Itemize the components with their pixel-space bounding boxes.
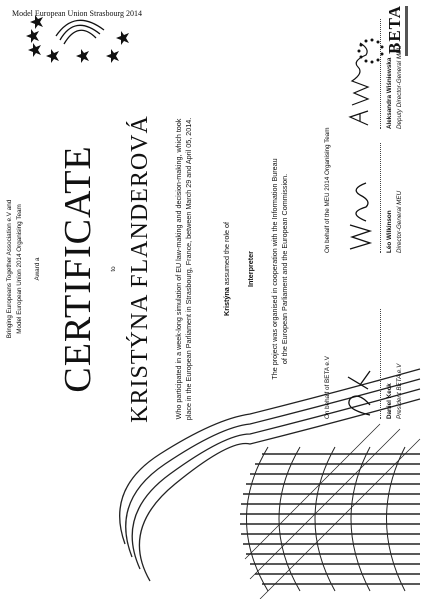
cooperation-line-2: of the European Parliament and the European Commission. (280, 173, 289, 365)
beta-logo-text: BETA (385, 4, 404, 54)
signatory-name-wisniewska: Aleksandra Wiśniewska (386, 57, 393, 129)
recipient-name: KRISTÝNA FLANDEROVÁ (127, 115, 153, 423)
signature-block-beta (324, 299, 418, 419)
signature-behalf-beta: On behalf of BETA e.V (324, 356, 331, 419)
participation-line-2: place in the European Parliament in Strasbourg, France, between March 29 and April 05, 2014. (184, 117, 193, 421)
role-sentence (222, 119, 231, 419)
signatory-name-keck: Daniel Keck (386, 383, 393, 419)
role-title: Interpreter (246, 251, 255, 287)
certificate-title: CERTIFICATE (57, 145, 99, 393)
cooperation-line-1: The project was organised in cooperation with the Information Bureau (270, 158, 279, 380)
organizer-line-1: Bringing Europeans Together Association e.V and (6, 199, 13, 339)
role-person-name: Kristýna (222, 287, 231, 316)
signatory-name-wilkinson: Léo Wilkinson (386, 210, 393, 253)
signatory-title-keck: President BETA e.V (396, 363, 403, 419)
signatory-title-wisniewska: Deputy Director-General MEU (396, 45, 403, 129)
meu-logo-text: Model European Union Strasbourg 2014 (12, 9, 143, 18)
participation-line-1: Who participated in a week-long simulation of EU law-making and decision-making, which took (174, 118, 183, 420)
signature-mark-wisniewska (344, 39, 374, 129)
signature-behalf-meu: On behalf of the MEU 2014 Organising Team (324, 127, 331, 253)
signature-line-wisniewska (380, 19, 381, 129)
role-sentence-text: assumed the role of (222, 222, 231, 288)
signature-line-beta (380, 309, 381, 419)
to-label: to (110, 266, 117, 272)
signatory-title-wilkinson: Director-General MEU (396, 190, 403, 253)
signature-line-wilkinson (380, 143, 381, 253)
award-label: Award a (34, 257, 41, 281)
signature-mark-keck (342, 349, 376, 419)
signature-block-meu-director (324, 127, 418, 253)
signature-block-meu-deputy (340, 4, 418, 129)
organizer-line-2: Model European Union 2014 Organising Team (16, 204, 23, 334)
signature-mark-wilkinson (342, 173, 376, 253)
